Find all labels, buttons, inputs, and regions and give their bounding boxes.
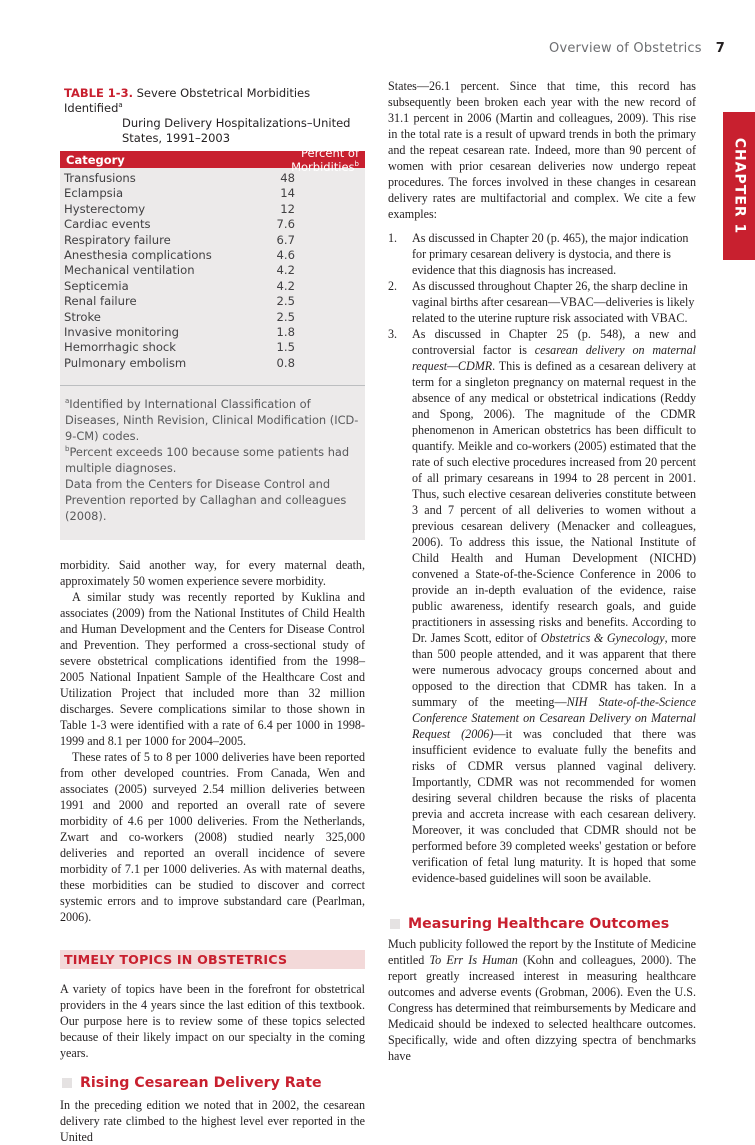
column-header-percent: Percent of Morbidities$^b$ — [291, 145, 359, 174]
table-body — [60, 168, 365, 385]
morbidity-table — [60, 145, 365, 540]
table-cell-category: Stroke — [64, 309, 101, 324]
heading-square-icon — [390, 919, 400, 929]
table-cell-category: Renal failure — [64, 294, 137, 309]
table-row — [60, 186, 365, 201]
table-row — [60, 248, 365, 263]
table-cell-category: Eclampsia — [64, 186, 124, 201]
table-cell-category: Septicemia — [64, 278, 129, 293]
table-cell-percent: 0.8 — [276, 355, 295, 370]
table-row — [60, 233, 365, 248]
table-cell-percent: 2.5 — [276, 309, 295, 324]
left-paragraph-1: morbidity. Said another way, for every maternal death, approximately 50 women experience severe morbidity. — [60, 558, 365, 589]
table-cell-category: Respiratory failure — [64, 232, 171, 247]
table-cell-category: Anesthesia complications — [64, 248, 212, 263]
table-cell-category: Hysterectomy — [64, 201, 146, 216]
right-paragraph-2: Much publicity followed the report by the Institute of Medicine entitled To Err Is Human (Kohn and colleagues, 2000). The report greatly increased interest in measuring healthcare outcomes and adverse events (Grobman, 2006). Even the U.S. Congress has determined that reimbursements by Medicare and Medicaid should be indexed to selected healthcare outcomes. Specifically, wide and often dizzying spectra of benchmarks have — [388, 937, 696, 1063]
table-number: TABLE 1-3. — [64, 86, 133, 100]
table-cell-category: Invasive monitoring — [64, 325, 179, 340]
left-paragraph-3: These rates of 5 to 8 per 1000 deliveries have been reported from other developed countries. From Canada, Wen and associates (2005) surveyed 2.54 million deliveries between 1991 and 2000 and reported an overall rate of severe morbidity of 4.6 per 1000 deliveries. From the Netherlands, Zwart and co-workers (2008) studied nearly 325,000 deliveries and reported an overall incidence of severe morbidity of 7.1 per 1000 deliveries. As with maternal deaths, these morbidities can be studied to discover and correct systemic errors and to improve substandard care (Pearlman, 2006). — [60, 750, 365, 925]
table-cell-percent: 4.2 — [276, 263, 295, 278]
table-footnotes — [60, 385, 365, 540]
subheading-rising-cesarean: Rising Cesarean Delivery Rate — [60, 1075, 365, 1091]
table-title-footnote-mark: a — [118, 101, 123, 109]
heading-square-icon — [62, 1078, 72, 1088]
table-footnote-a: $^a$Identified by International Classification of Diseases, Ninth Revision, Clinical Modification (ICD-9-CM) codes. — [65, 397, 359, 444]
examples-list — [388, 230, 696, 886]
table-title-line1: Severe Obstetrical Morbidities Identified — [64, 86, 311, 115]
table-source-note: Data from the Centers for Disease Control and Prevention reported by Callaghan and colleagues (2008). — [65, 477, 347, 524]
page-number: 7 — [715, 41, 725, 56]
table-cell-percent: 4.2 — [276, 278, 295, 293]
chapter-tab-label: CHAPTER 1 — [731, 137, 748, 235]
table-header-row — [60, 145, 365, 174]
table-row — [60, 263, 365, 278]
column-header-category: Category — [66, 152, 125, 167]
left-paragraph-5: In the preceding edition we noted that in 2002, the cesarean delivery rate climbed to the highest level ever reported in the United — [60, 1098, 365, 1145]
table-cell-category: Transfusions — [64, 171, 136, 185]
table-row — [60, 356, 365, 371]
table-cell-percent: 4.6 — [276, 248, 295, 263]
table-row — [60, 310, 365, 325]
table-row — [60, 279, 365, 294]
table-cell-percent: 1.5 — [276, 340, 295, 355]
right-column — [388, 78, 696, 1064]
chapter-tab — [723, 112, 755, 260]
table-cell-percent: 48 — [280, 171, 295, 185]
table-row — [60, 294, 365, 309]
table-title-line3: States, 1991–2003 — [122, 131, 231, 145]
table-cell-category: Mechanical ventilation — [64, 263, 195, 278]
left-column — [60, 84, 365, 1145]
table-cell-category: Pulmonary embolism — [64, 355, 187, 370]
table-cell-percent: 12 — [280, 201, 295, 216]
table-cell-percent: 1.8 — [276, 325, 295, 340]
running-header — [549, 41, 725, 56]
table-cell-percent: 14 — [280, 186, 295, 201]
section-heading-timely-topics: TIMELY TOPICS IN OBSTETRICS — [60, 950, 365, 969]
table-footnote-b: $^b$Percent exceeds 100 because some patients had multiple diagnoses. — [65, 445, 350, 476]
table-cell-percent: 6.7 — [276, 232, 295, 247]
left-paragraph-2: A similar study was recently reported by Kuklina and associates (2009) from the National Institutes of Child Health and Human Development and the Centers for Disease Control and Prevention. They performed a cross-sectional study of severe obstetrical complications identified from the 1998–2005 National Inpatient Sample of the Healthcare Cost and Utilization Project that included more than 32 million discharges. Severe complications similar to those shown in Table 1-3 were identified with a rate of 6.4 per 1000 in 1998-1999 and 8.1 per 1000 for 2004–2005. — [60, 590, 365, 749]
list-item: 1. As discussed in Chapter 20 (p. 465), the major indication for primary cesarean delivery is dystocia, and there is evidence that this diagnosis has increased. — [388, 231, 689, 277]
table-row — [60, 217, 365, 232]
table-cell-percent: 7.6 — [276, 217, 295, 232]
table-cell-category: Cardiac events — [64, 217, 151, 232]
table-cell-percent: 2.5 — [276, 294, 295, 309]
list-item: 2. As discussed throughout Chapter 26, the sharp decline in vaginal births after cesarean—VBAC—deliveries is likely related to the uterine rupture risk associated with VBAC. — [388, 279, 695, 325]
table-title-line2: During Delivery Hospitalizations–United — [122, 116, 351, 130]
subheading-measuring-outcomes: Measuring Healthcare Outcomes — [388, 916, 696, 932]
running-title: Overview of Obstetrics — [549, 41, 702, 56]
table-title — [60, 84, 365, 151]
right-paragraph-1: States—26.1 percent. Since that time, this record has subsequently been broken each year with the new record of 31.1 percent in 2006 (Martin and colleagues, 2009). This rise in the total rate is a result of upward trends in both the primary and the repeat cesarean rate. Indeed, more than 90 percent of women with prior cesarean deliveries now undergo repeat procedures. The forces involved in these changes in cesarean delivery rates are multifactorial and complex. We cite a few examples: — [388, 79, 696, 221]
list-item: 3. As discussed in Chapter 25 (p. 548), a new and controversial factor is cesarean delivery on maternal request—CDMR. This is defined as a cesarean delivery at term for a singleton pregnancy on maternal request in the absence of any medical or obstetrical indications (Reddy and Spong, 2006). The magnitude of the CDMR phenomenon in American obstetrics has been difficult to quantify. Meikle and co-workers (2005) estimated that the rate of such elective procedures increased from 20 percent of all primary cesareans in 1994 to 28 percent in 2001. Thus, such elective cesarean deliveries constitute between 3 and 7 percent of all deliveries to women without a previous cesarean delivery (Menacker and colleagues, 2006). To address this issue, the National Institute of Child Health and Human Development (NICHD) convened a State-of-the-Science Conference in 2006 to provide an in-depth evaluation of the evidence, raise public awareness, identify research goals, and guide practitioners in assessing risks and benefits. According to Dr. James Scott, editor of Obstetrics & Gynecology, more than 500 people attended, and it was apparent that there were numerous advocacy groups concerned about and opposed to the direction that CDMR has taken. In a summary of the meeting—NIH State-of-the-Science Conference Statement on Cesarean Delivery on Maternal Request (2006)—it was concluded that there was insufficient evidence to evaluate fully the benefits and risks of CDMR versus planned vaginal delivery. Importantly, CDMR was not recommended for women desiring several children because the risks of placenta previa and accreta increase with each cesarean delivery. Moreover, it was concluded that CDMR should not be performed before 39 completed weeks' gestation or before verification of fetal lung maturity. It is hoped that some evidence-based guidelines will soon be available. — [388, 327, 696, 885]
table-row — [60, 325, 365, 340]
table-row — [60, 202, 365, 217]
table-cell-category: Hemorrhagic shock — [64, 340, 177, 355]
left-paragraph-4: A variety of topics have been in the forefront for obstetrical providers in the 4 years since the last edition of this textbook. Our purpose here is to review some of these topics selected because of their likely impact on our specialty in the coming years. — [60, 982, 365, 1061]
table-row — [60, 340, 365, 355]
